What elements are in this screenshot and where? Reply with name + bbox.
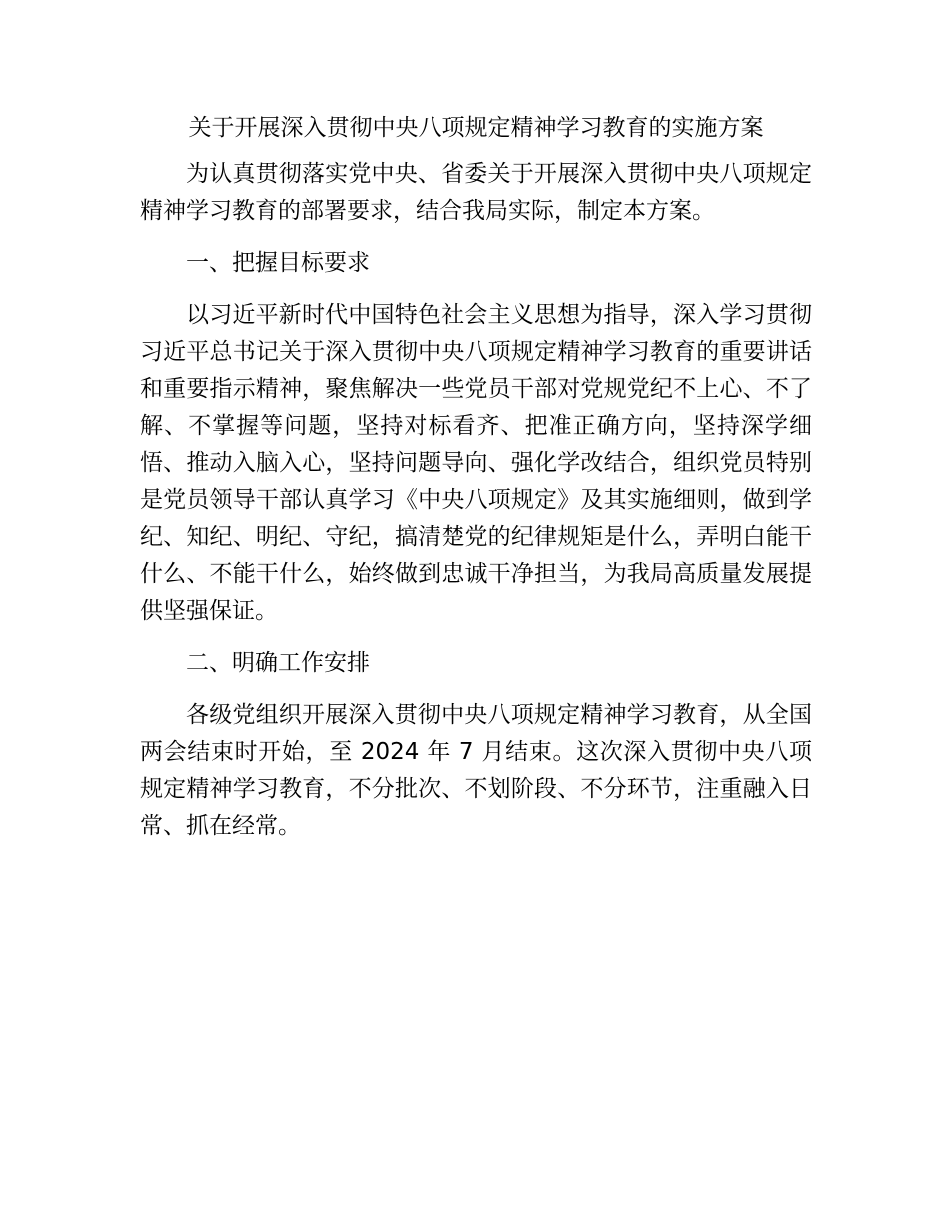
section-paragraph-2: 各级党组织开展深入贯彻中央八项规定精神学习教育，从全国两会结束时开始，至 2024 年 7 月结束。这次深入贯彻中央八项规定精神学习教育，不分批次、不划阶段、不分环节，注重融入日常、抓在经常。 (140, 702, 812, 839)
section-paragraph-1: 以习近平新时代中国特色社会主义思想为指导，深入学习贯彻习近平总书记关于深入贯彻中央八项规定精神学习教育的重要讲话和重要指示精神，聚焦解决一些党员干部对党规党纪不上心、不了解、不掌握等问题，坚持对标看齐、把准正确方向，坚持深学细悟、推动入脑入心，坚持问题导向、强化学改结合，组织党员特别是党员领导干部认真学习《中央八项规定》及其实施细则，做到学纪、知纪、明纪、守纪，搞清楚党的纪律规矩是什么，弄明白能干什么、不能干什么，始终做到忠诚干净担当，为我局高质量发展提供坚强保证。 (140, 302, 812, 624)
section-heading-2: 二、明确工作安排 (186, 650, 370, 676)
intro-paragraph: 为认真贯彻落实党中央、省委关于开展深入贯彻中央八项规定精神学习教育的部署要求，结合我局实际，制定本方案。 (140, 161, 812, 224)
document-body (140, 108, 812, 845)
document-title: 关于开展深入贯彻中央八项规定精神学习教育的实施方案 (188, 115, 764, 141)
section-heading-1: 一、把握目标要求 (186, 250, 370, 276)
